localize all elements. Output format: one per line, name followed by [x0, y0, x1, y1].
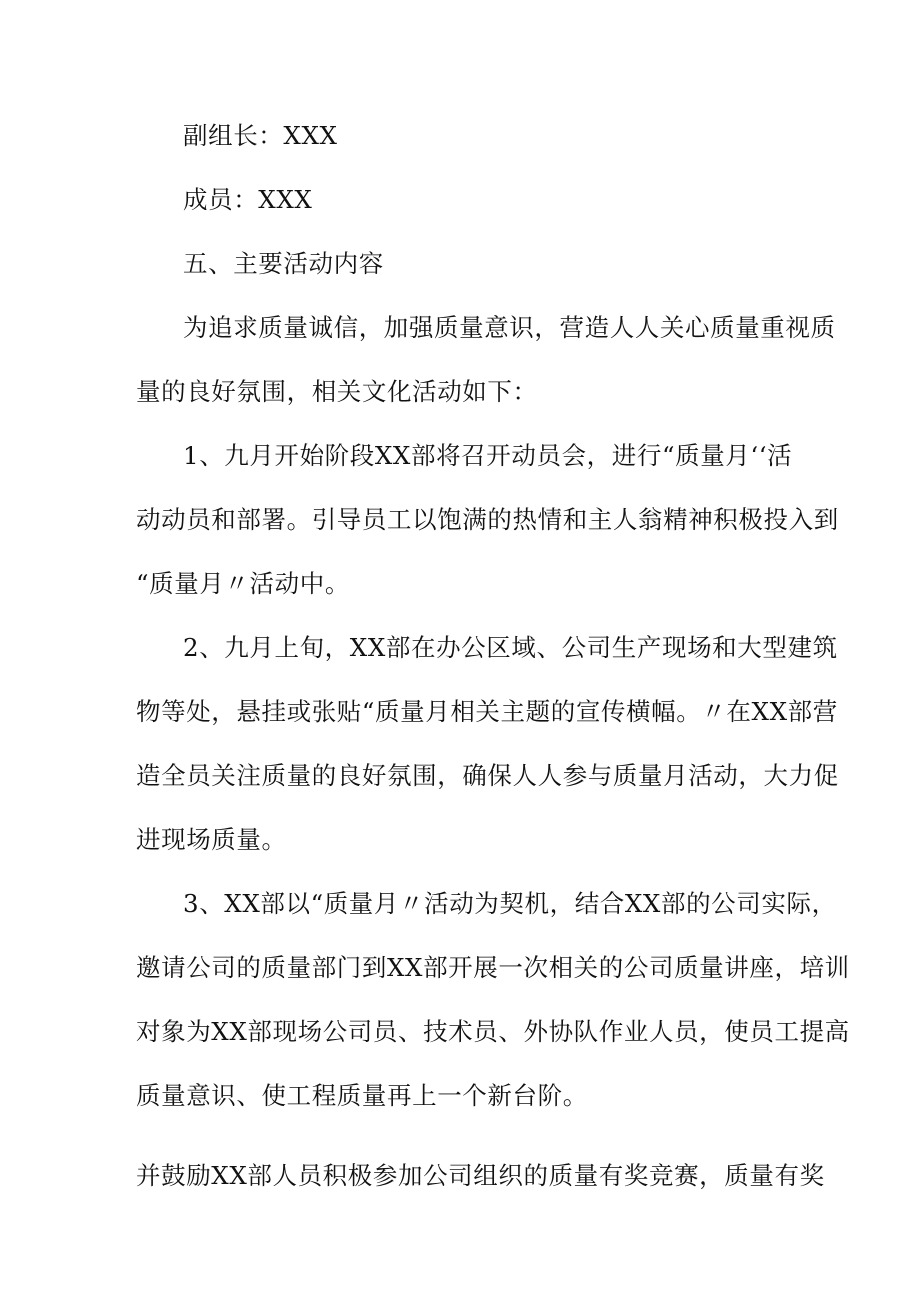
deputy-leader-line: 副组长：XXX [183, 121, 338, 150]
paragraph-line: 3、XX部以“质量月〃活动为契机，结合XX部的公司实际， [183, 889, 837, 918]
paragraph-line: 造全员关注质量的良好氛围，确保人人参与质量月活动，大力促 [136, 761, 839, 790]
paragraph-line: 质量意识、使工程质量再上一个新台阶。 [136, 1081, 588, 1110]
paragraph-line: “质量月〃活动中。 [136, 569, 350, 598]
paragraph-line: 并鼓励XX部人员积极参加公司组织的质量有奖竞赛，质量有奖 [136, 1161, 825, 1190]
paragraph-line: 对象为XX部现场公司员、技术员、外协队作业人员，使员工提高 [136, 1017, 850, 1046]
paragraph-line: 邀请公司的质量部门到XX部开展一次相关的公司质量讲座，培训 [136, 953, 850, 982]
paragraph-line: 动动员和部署。引导员工以饱满的热情和主人翁精神积极投入到 [136, 505, 839, 534]
paragraph-line: 为追求质量诚信，加强质量意识，营造人人关心质量重视质 [183, 313, 836, 342]
paragraph-line: 1、九月开始阶段XX部将召开动员会，进行“质量月‘‘活 [183, 441, 793, 470]
paragraph-line: 进现场质量。 [136, 825, 287, 854]
members-line: 成员：XXX [183, 185, 313, 214]
paragraph-line: 物等处，悬挂或张贴“质量月相关主题的宣传横幅。〃在XX部营 [136, 697, 838, 726]
paragraph-line: 量的良好氛围，相关文化活动如下： [136, 377, 538, 406]
paragraph-line: 2、九月上旬，XX部在办公区域、公司生产现场和大型建筑 [183, 633, 838, 662]
section-heading: 五、主要活动内容 [183, 249, 384, 278]
